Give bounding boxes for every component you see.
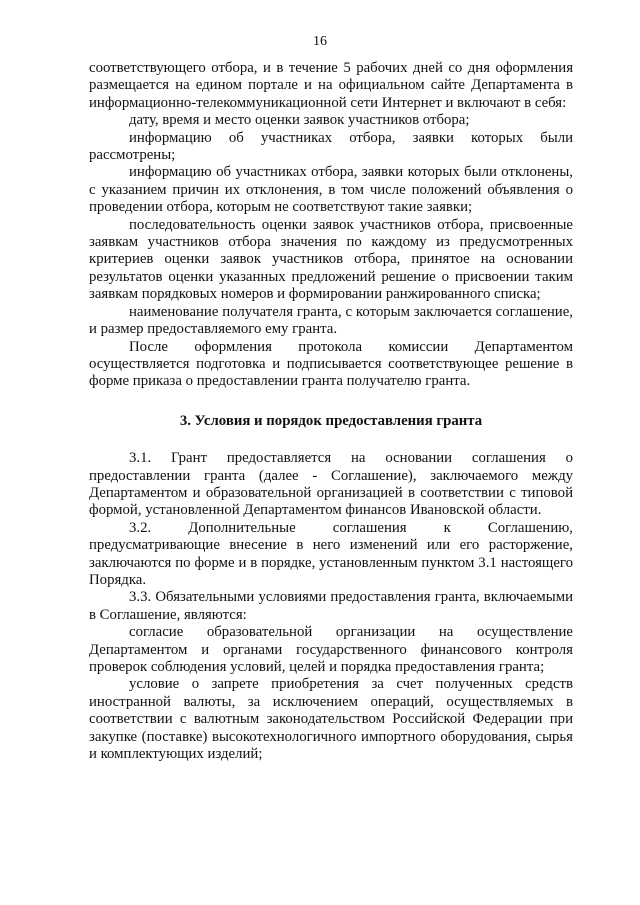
list-item: условие о запрете приобретения за счет полученных средств иностранной валюты, за исключением операций, осуществляемых в соответствии с валютным законодательством Российской Федерации при закупке (поставке) высокотехнологичного импортного оборудования, сырья и комплектующих изделий; (89, 676, 573, 763)
clause-3-2: 3.2. Дополнительные соглашения к Соглашению, предусматривающие внесение в него изменений или его расторжение, заключаются по форме и в порядке, установленным пунктом 3.1 настоящего Порядка. (89, 519, 573, 588)
list-item: дату, время и место оценки заявок участников отбора; (129, 112, 470, 129)
list-item: информацию об участниках отбора, заявки которых были рассмотрены; (89, 129, 573, 164)
section-heading: 3. Условия и порядок предоставления гранта (179, 412, 483, 429)
clause-3-1: 3.1. Грант предоставляется на основании соглашения о предоставлении гранта (далее - Соглашение), заключаемого между Департаментом и образовательной организацией в соответствии с типовой формой, установленной Департаментом финансов Ивановской области. (89, 450, 573, 519)
document-body (89, 60, 573, 763)
paragraph: После оформления протокола комиссии Департаментом осуществляется подготовка и подписывается соответствующее решение в форме приказа о предоставлении гранта получателю гранта. (89, 338, 573, 390)
clause-3-3: 3.3. Обязательными условиями предоставления гранта, включаемыми в Соглашение, являются: (89, 589, 573, 623)
list-item: последовательность оценки заявок участников отбора, присвоенные заявкам участников отбора значения по каждому из предусмотренных критериев оценки заявок участников отбора, принятое на основании результатов оценки указанных предложений решение о присвоении таким заявкам порядковых номеров и формировании ранжированного списка; (89, 216, 573, 303)
list-item: информацию об участниках отбора, заявки которых были отклонены, с указанием причин их отклонения, в том числе положений объявления о проведении отбора, которым не соответствуют такие заявки; (89, 164, 573, 216)
list-item: наименование получателя гранта, с которым заключается соглашение, и размер предоставляемого ему гранта. (89, 303, 573, 338)
list-item: согласие образовательной организации на осуществление Департаментом и органами государственного финансового контроля проверок соблюдения условий, целей и порядка предоставления гранта; (89, 624, 573, 675)
paragraph: соответствующего отбора, и в течение 5 рабочих дней со дня оформления размещается на едином портале и на официальном сайте Департамента в информационно-телекоммуникационной сети Интернет и включают в себя: (89, 60, 573, 111)
page-number: 16 (313, 34, 327, 49)
